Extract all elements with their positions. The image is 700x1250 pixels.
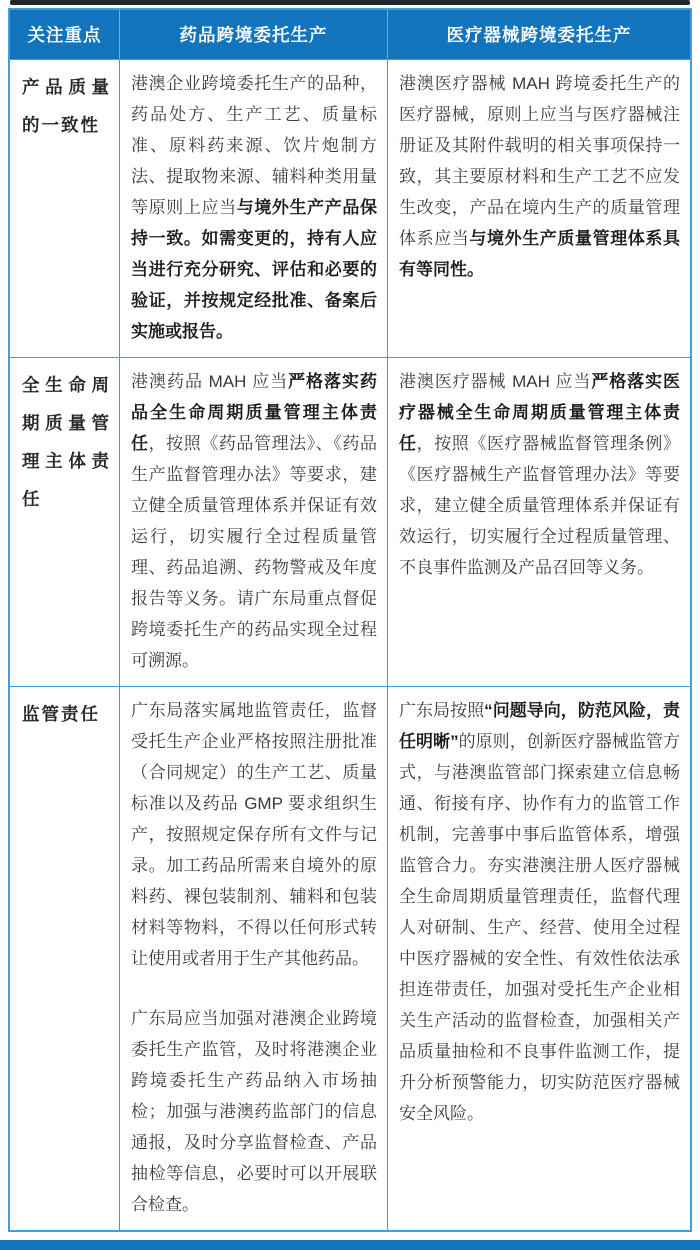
row-label: 产品质量的一致性 — [10, 60, 120, 357]
row-label: 监管责任 — [10, 687, 120, 1230]
header-device-column: 医疗器械跨境委托生产 — [446, 25, 632, 45]
drug-cell: 港澳药品 MAH 应当严格落实药品全生命周期质量管理主体责任，按照《药品管理法》、《药品生产监督管理办法》等要求，建立健全质量管理体系并保证有效运行，切实履行全过程质量管理、药品追溯、药物警戒及年度报告等义务。请广东局重点督促跨境委托生产的药品实现全过程可溯源。 — [120, 358, 388, 686]
table-row-quality-consistency — [10, 59, 690, 357]
table-row-regulatory-responsibility — [10, 686, 690, 1230]
device-cell: 港澳医疗器械 MAH 跨境委托生产的医疗器械，原则上应当与医疗器械注册证及其附件载明的相关事项保持一致，其主要原材料和生产工艺不应发生改变，产品在境内生产的质量管理体系应当与境外生产质量管理体系具有等同性。 — [399, 74, 681, 279]
top-divider — [10, 0, 690, 5]
drug-cell: 港澳企业跨境委托生产的品种，药品处方、生产工艺、质量标准、原料药来源、饮片炮制方法、提取物来源、辅料种类用量等原则上应当与境外生产产品保持一致。如需变更的，持有人应当进行充分研究、评估和必要的验证，并按规定经批准、备案后实施或报告。 — [120, 60, 388, 357]
header-focus-point: 关注重点 — [10, 10, 120, 59]
drug-cell: 广东局落实属地监管责任，监督受托生产企业严格按照注册批准（合同规定）的生产工艺、质量标准以及药品 GMP 要求组织生产，按照规定保存所有文件与记录。加工药品所需来自境外的原料药、裸包装制剂、辅料和包装材料等物料，不得以任何形式转让使用或者用于生产其他药品。 广东局应当加强对港澳企业跨境委托生产监管，及时将港澳企业跨境委托生产药品纳入市场抽检；加强与港澳药监部门的信息通报，及时分享监督检查、产品抽检等信息，必要时可以开展联合检查。 — [120, 687, 388, 1230]
header-drug-column: 药品跨境委托生产 — [120, 10, 388, 59]
device-cell: 广东局按照“问题导向，防范风险，责任明晰”的原则，创新医疗器械监管方式，与港澳监管部门探索建立信息畅通、衔接有序、协作有力的监管工作机制，完善事中事后监管体系，增强监管合力。夯实港澳注册人医疗器械全生命周期质量管理责任，监督代理人对研制、生产、经营、使用全过程中医疗器械的安全性、有效性依法承担连带责任，加强对受托生产企业相关生产活动的监督检查，加强相关产品质量抽检和不良事件监测工作，提升分析预警能力，切实防范医疗器械安全风险。 — [399, 701, 680, 1123]
row-label: 全生命周期质量管理主体责任 — [10, 358, 120, 686]
device-cell: 港澳医疗器械 MAH 应当严格落实医疗器械全生命周期质量管理主体责任，按照《医疗器械监督管理条例》《医疗器械生产监督管理办法》等要求，建立健全质量管理体系并保证有效运行，切实履行全过程质量管理、不良事件监测及产品召回等义务。 — [399, 372, 681, 577]
bottom-divider — [0, 1240, 700, 1250]
comparison-table — [8, 8, 692, 1232]
table-header-row — [10, 10, 690, 59]
table-row-lifecycle-responsibility — [10, 357, 690, 686]
